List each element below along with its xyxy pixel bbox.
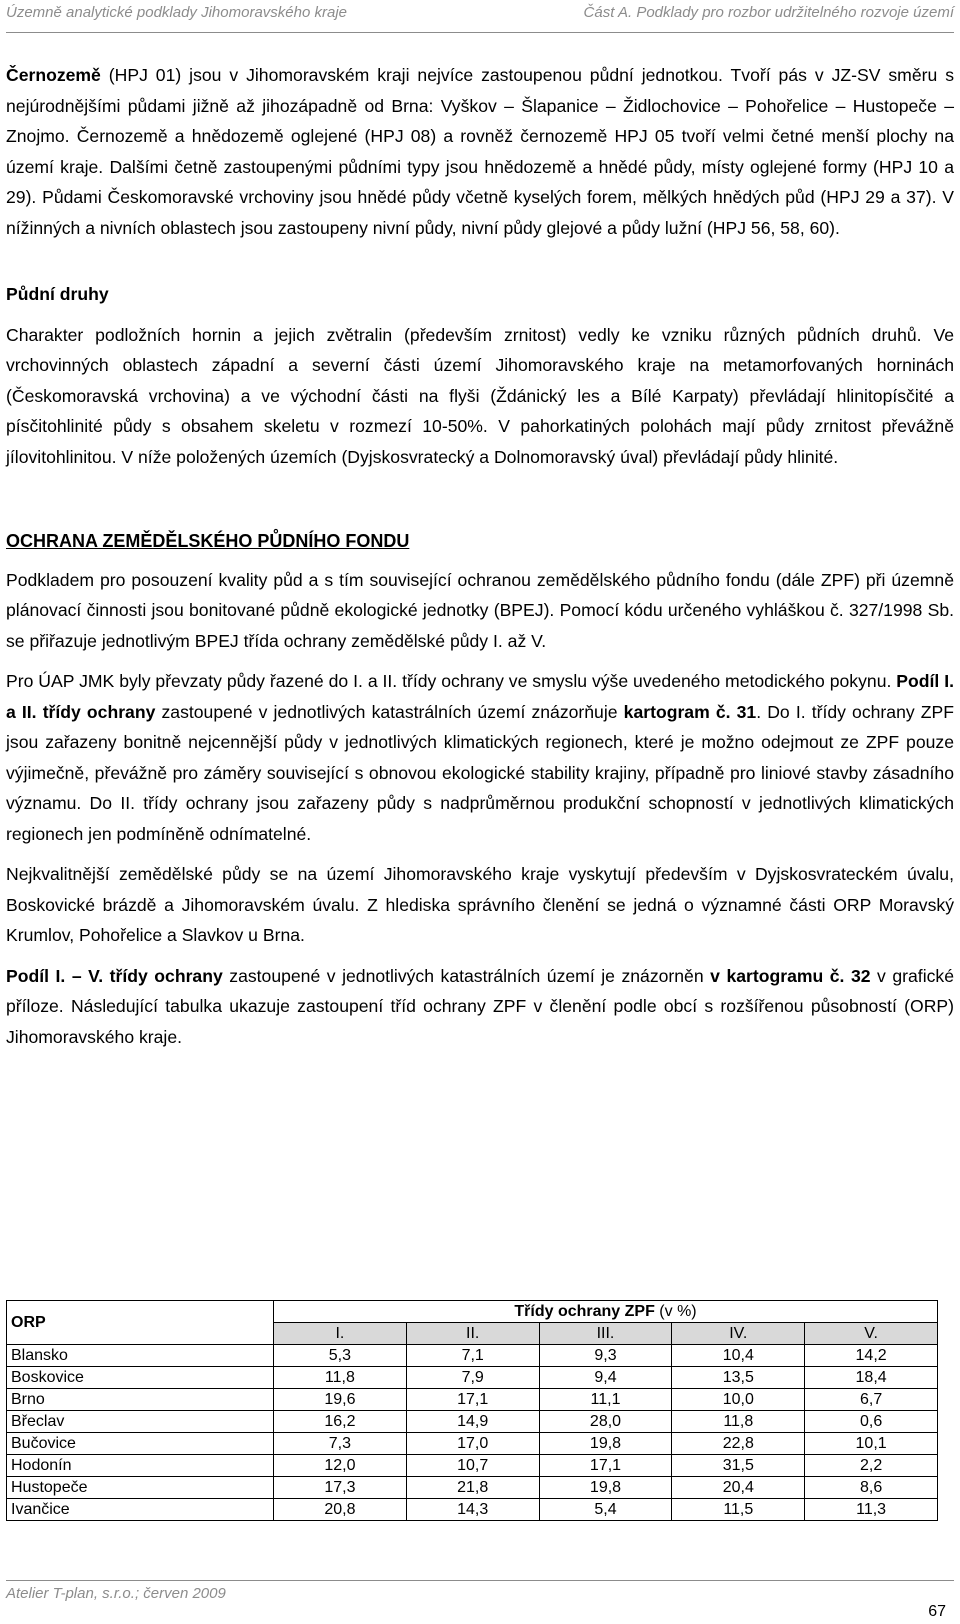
paragraph-pudni-druhy: Charakter podložních hornin a jejich zvětralin (především zrnitost) vedly ke vzniku různých půdních druhů. Ve vrchovinných oblastech západní a severní části území Jihomoravského kraje na metamorfovaných horninách (Českomoravská vrchovina) a ve východní části na flyši (Ždánický les a Bílé Karpaty) převládají hlinitopísčité a písčitohlinité půdy s obsahem skeletu v rozmezí 10-50%. V pahorkatiných polohách mají půdy zrnitost převážně jílovitohlinitou. V níže položených územích (Dyjskosvratecký a Dolnomoravský úval) převládají půdy hlinité. [6, 324, 954, 467]
value-cell: 6,7 [805, 1389, 938, 1411]
orp-name-cell: Hustopeče [7, 1477, 274, 1499]
column-header-class: III. [539, 1323, 672, 1345]
value-cell: 10,1 [805, 1433, 938, 1455]
table-header-row [7, 1301, 938, 1323]
value-cell: 18,4 [805, 1367, 938, 1389]
table-row [7, 1455, 938, 1477]
table-row [7, 1389, 938, 1411]
value-cell: 11,8 [274, 1367, 407, 1389]
value-cell: 14,2 [805, 1345, 938, 1367]
table-row [7, 1477, 938, 1499]
heading-pudni-druhy: Půdní druhy [6, 284, 109, 304]
orp-name-cell: Brno [7, 1389, 274, 1411]
table-row [7, 1367, 938, 1389]
column-header-class: I. [274, 1323, 407, 1345]
page-footer [6, 1580, 954, 1624]
value-cell: 11,1 [539, 1389, 672, 1411]
table-row [7, 1499, 938, 1521]
footer-author: Atelier T-plan, s.r.o.; červen 2009 [6, 1585, 226, 1602]
value-cell: 22,8 [672, 1433, 805, 1455]
orp-name-cell: Blansko [7, 1345, 274, 1367]
value-cell: 5,4 [539, 1499, 672, 1521]
value-cell: 13,5 [672, 1367, 805, 1389]
orp-name-cell: Boskovice [7, 1367, 274, 1389]
value-cell: 7,3 [274, 1433, 407, 1455]
paragraph-zpf-4: Podíl I. – V. třídy ochrany zastoupené v jednotlivých katastrálních území je znázorněn v kartogramu č. 32 v grafické příloze. Následující tabulka ukazuje zastoupení tříd ochrany ZPF v členění podle obcí s rozšířenou působností (ORP) Jihomoravského kraje. [6, 965, 954, 1047]
value-cell: 20,8 [274, 1499, 407, 1521]
paragraph-zpf-2: Pro ÚAP JMK byly převzaty půdy řazené do I. a II. třídy ochrany ve smyslu výše uvedeného metodického pokynu. Podíl I. a II. třídy ochrany zastoupené v jednotlivých katastrálních území znázorňuje kartogram č. 31. Do I. třídy ochrany ZPF jsou zařazeny bonitně nejcennější půdy v jednotlivých klimatických regionech, které je možno odejmout ze ZPF pouze výjimečně, převážně pro záměry související s obnovou ekologické stability krajiny, případně pro liniové stavby zásadního významu. Do II. třídy ochrany jsou zařazeny půdy s nadprůměrnou produkční schopností v jednotlivých klimatických regionech jen podmíněně odnímatelné. [6, 671, 955, 844]
kartogram-31-ref: kartogram č. 31 [623, 701, 757, 722]
orp-name-cell: Břeclav [7, 1411, 274, 1433]
column-group-header: Třídy ochrany ZPF (v %) [274, 1301, 938, 1323]
table-row [7, 1411, 938, 1433]
value-cell: 12,0 [274, 1455, 407, 1477]
header-part-title: Část A. Podklady pro rozbor udržitelného rozvoje území [583, 4, 954, 21]
value-cell: 19,8 [539, 1477, 672, 1499]
value-cell: 7,1 [406, 1345, 539, 1367]
value-cell: 2,2 [805, 1455, 938, 1477]
value-cell: 19,8 [539, 1433, 672, 1455]
table-row [7, 1433, 938, 1455]
main-content [6, 60, 954, 1052]
paragraph-cernozeme: Černozemě (HPJ 01) jsou v Jihomoravském kraji nejvíce zastoupenou půdní jednotkou. Tvoří pás v JZ-SV směru s nejúrodnějšími půdami jižně až jihozápadně od Brna: Vyškov – Šlapanice – Židlochovice – Pohořelice – Hustopeče – Znojmo. Černozemě a hnědozemě oglejené (HPJ 08) a rovněž černozemě HPJ 05 tvoří velmi četné menší plochy na území kraje. Dalšími četně zastoupenými půdními typy jsou hnědozemě a hnědé půdy, místy oglejené formy (HPJ 10 a 29). Půdami Českomoravské vrchoviny jsou hnědé půdy včetně kyselých forem, mělkých hnědých půd (HPJ 29 a 37). V nížinných a nivních oblastech jsou zastoupeny nivní půdy, nivní půdy glejové a půdy lužní (HPJ 56, 58, 60). [6, 65, 954, 238]
value-cell: 17,3 [274, 1477, 407, 1499]
paragraph-zpf-3: Nejkvalitnější zemědělské půdy se na území Jihomoravského kraje vyskytují především v Dyjskosvrateckém úvalu, Boskovické brázdě a Jihomoravském úvalu. Z hlediska správního členění se jedná o významné části ORP Moravský Krumlov, Pohořelice a Slavkov u Brna. [6, 864, 954, 945]
value-cell: 7,9 [406, 1367, 539, 1389]
page-number: 67 [928, 1603, 946, 1620]
value-cell: 16,2 [274, 1411, 407, 1433]
value-cell: 31,5 [672, 1455, 805, 1477]
value-cell: 17,0 [406, 1433, 539, 1455]
value-cell: 11,3 [805, 1499, 938, 1521]
heading-ochrana-zpf: OCHRANA ZEMĚDĚLSKÉHO PŮDNÍHO FONDU [6, 531, 410, 551]
value-cell: 21,8 [406, 1477, 539, 1499]
value-cell: 11,5 [672, 1499, 805, 1521]
paragraph-zpf-1: Podkladem pro posouzení kvality půd a s tím související ochranou zemědělského půdního fondu (dále ZPF) při územně plánovací činnosti jsou bonitované půdně ekologické jednotky (BPEJ). Pomocí kódu určeného vyhláškou č. 327/1998 Sb. se přiřazuje jednotlivým BPEJ třída ochrany zemědělské půdy I. až V. [6, 569, 954, 651]
kartogram-32-ref: v kartogramu č. 32 [710, 965, 871, 986]
value-cell: 17,1 [539, 1455, 672, 1477]
orp-name-cell: Bučovice [7, 1433, 274, 1455]
value-cell: 14,9 [406, 1411, 539, 1433]
column-header-orp: ORP [7, 1301, 274, 1345]
value-cell: 8,6 [805, 1477, 938, 1499]
term-cernozeme: Černozemě [6, 65, 101, 85]
value-cell: 19,6 [274, 1389, 407, 1411]
column-header-class: IV. [672, 1323, 805, 1345]
zpf-classes-table [6, 1300, 938, 1521]
page-header [6, 0, 954, 33]
value-cell: 10,4 [672, 1345, 805, 1367]
table-row [7, 1345, 938, 1367]
table-body [7, 1345, 938, 1521]
orp-name-cell: Ivančice [7, 1499, 274, 1521]
value-cell: 0,6 [805, 1411, 938, 1433]
value-cell: 5,3 [274, 1345, 407, 1367]
value-cell: 20,4 [672, 1477, 805, 1499]
column-header-class: V. [805, 1323, 938, 1345]
value-cell: 14,3 [406, 1499, 539, 1521]
value-cell: 17,1 [406, 1389, 539, 1411]
value-cell: 10,0 [672, 1389, 805, 1411]
column-header-class: II. [406, 1323, 539, 1345]
value-cell: 9,3 [539, 1345, 672, 1367]
header-document-title: Územně analytické podklady Jihomoravského kraje [6, 4, 348, 21]
value-cell: 10,7 [406, 1455, 539, 1477]
value-cell: 11,8 [672, 1411, 805, 1433]
orp-name-cell: Hodonín [7, 1455, 274, 1477]
value-cell: 28,0 [539, 1411, 672, 1433]
value-cell: 9,4 [539, 1367, 672, 1389]
